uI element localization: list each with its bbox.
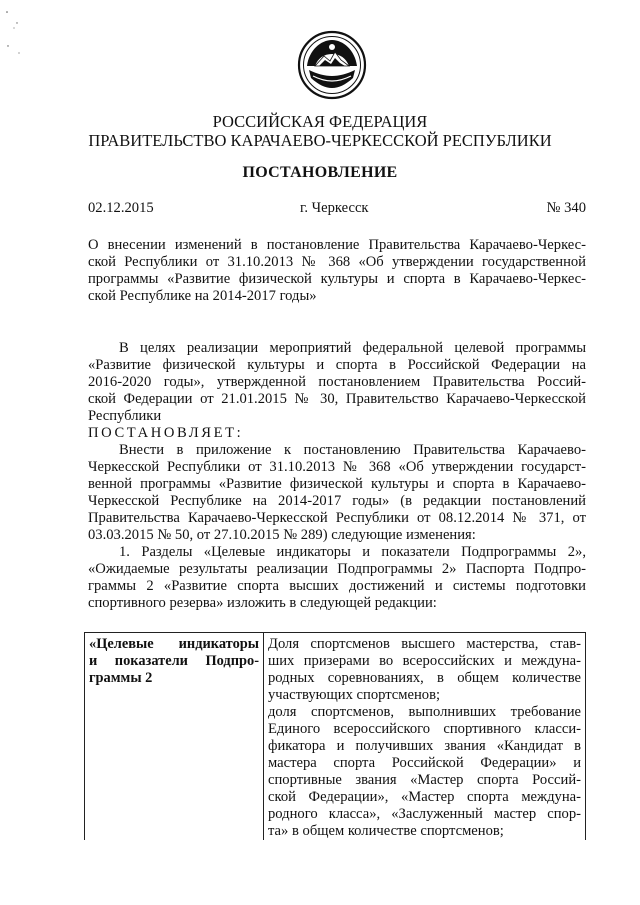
text-line: В целях реализации мероприятий федеральной целевой программы	[119, 340, 586, 356]
text-line: 03.03.2015 № 50, от 27.10.2015 № 289) следующие изменения:	[88, 527, 476, 543]
text-line: Черкесской Республики от 31.10.2013 № 368 «Об утверждении государст-	[88, 459, 586, 475]
scan-specks	[4, 6, 24, 66]
decree-word: ПОСТАНОВЛЯЕТ:	[88, 425, 244, 441]
document-body	[88, 340, 586, 612]
text-line: спортивные звания «Мастер спорта Россий-	[268, 772, 581, 788]
text-line: ской Федерации», «Мастер спорта междуна-	[268, 789, 581, 805]
text-line: родного класса», «Заслуженный мастер спор-	[268, 806, 581, 822]
document-number: № 340	[546, 200, 586, 216]
table-cell-indicator-list	[264, 633, 586, 841]
text-line: «Развитие физической культуры и спорта в Российской Федерации на	[88, 357, 586, 373]
text-line: 2016-2020 годы», утвержденной постановлением Правительства Россий-	[88, 374, 586, 390]
text-line: «Ожидаемые результаты реализации Подпрограммы 2» Паспорта Подпро-	[88, 561, 586, 577]
text-line: мастера спорта Российской Федерации» и	[268, 755, 581, 771]
text-line: Доля спортсменов высшего мастерства, став-	[268, 636, 581, 652]
text-line: программы «Развитие физической культуры и спорта в Карачаево-Черкес-	[88, 271, 586, 287]
coat-of-arms-icon	[297, 30, 367, 100]
text-line: спортивного резерва» изложить в следующей редакции:	[88, 595, 437, 611]
table-row	[85, 633, 586, 841]
document-meta-row	[88, 200, 586, 218]
text-line: ской Республике на 2014-2017 годы»	[88, 288, 317, 304]
text-line: родных соревнованиях, в общем количестве	[268, 670, 581, 686]
text-line: участвующих спортсменов;	[268, 687, 441, 703]
document-city: г. Черкесск	[300, 200, 369, 216]
passport-table	[84, 632, 586, 840]
document-subject	[88, 237, 586, 305]
text-line: венной программы «Развитие физической культуры и спорта в Карачаево-	[88, 476, 586, 492]
text-line: ской Федерации от 21.01.2015 № 30, Правительство Карачаево-Черкесской	[88, 391, 586, 407]
text-line: граммы 2	[89, 670, 153, 686]
text-line: Черкесской Республике на 2014-2017 годы» (в редакции постановлений	[88, 493, 586, 509]
text-line: и показатели Подпро-	[89, 653, 259, 669]
text-line: Республики	[88, 408, 162, 424]
text-line: граммы 2 «Развитие спорта высших достижений и системы подготовки	[88, 578, 586, 594]
document-date: 02.12.2015	[88, 200, 154, 216]
text-line: О внесении изменений в постановление Правительства Карачаево-Черкес-	[88, 237, 586, 253]
text-line: доля спортсменов, выполнивших требование	[268, 704, 581, 720]
text-line: та» в общем количестве спортсменов;	[268, 823, 504, 839]
document-title: ПОСТАНОВЛЕНИЕ	[242, 164, 398, 181]
table-cell-indicator-title	[85, 633, 264, 841]
text-line: «Целевые индикаторы	[89, 636, 259, 652]
text-line: фикатора и получивших звания «Кандидат в	[268, 738, 581, 754]
text-line: 1. Разделы «Целевые индикаторы и показатели Подпрограммы 2»,	[119, 544, 586, 560]
text-line: Правительства Карачаево-Черкесской Республики от 08.12.2014 № 371, от	[88, 510, 586, 526]
header-country: РОССИЙСКАЯ ФЕДЕРАЦИЯ	[212, 112, 428, 131]
text-line: ской Республики от 31.10.2013 № 368 «Об утверждении государственной	[88, 254, 586, 270]
header-government: ПРАВИТЕЛЬСТВО КАРАЧАЕВО-ЧЕРКЕССКОЙ РЕСПУБЛИКИ	[88, 131, 552, 150]
text-line: Единого всероссийского спортивного класси-	[268, 721, 581, 737]
text-line: Внести в приложение к постановлению Правительства Карачаево-	[119, 442, 586, 458]
text-line: ших призерами во всероссийских и междуна-	[268, 653, 581, 669]
